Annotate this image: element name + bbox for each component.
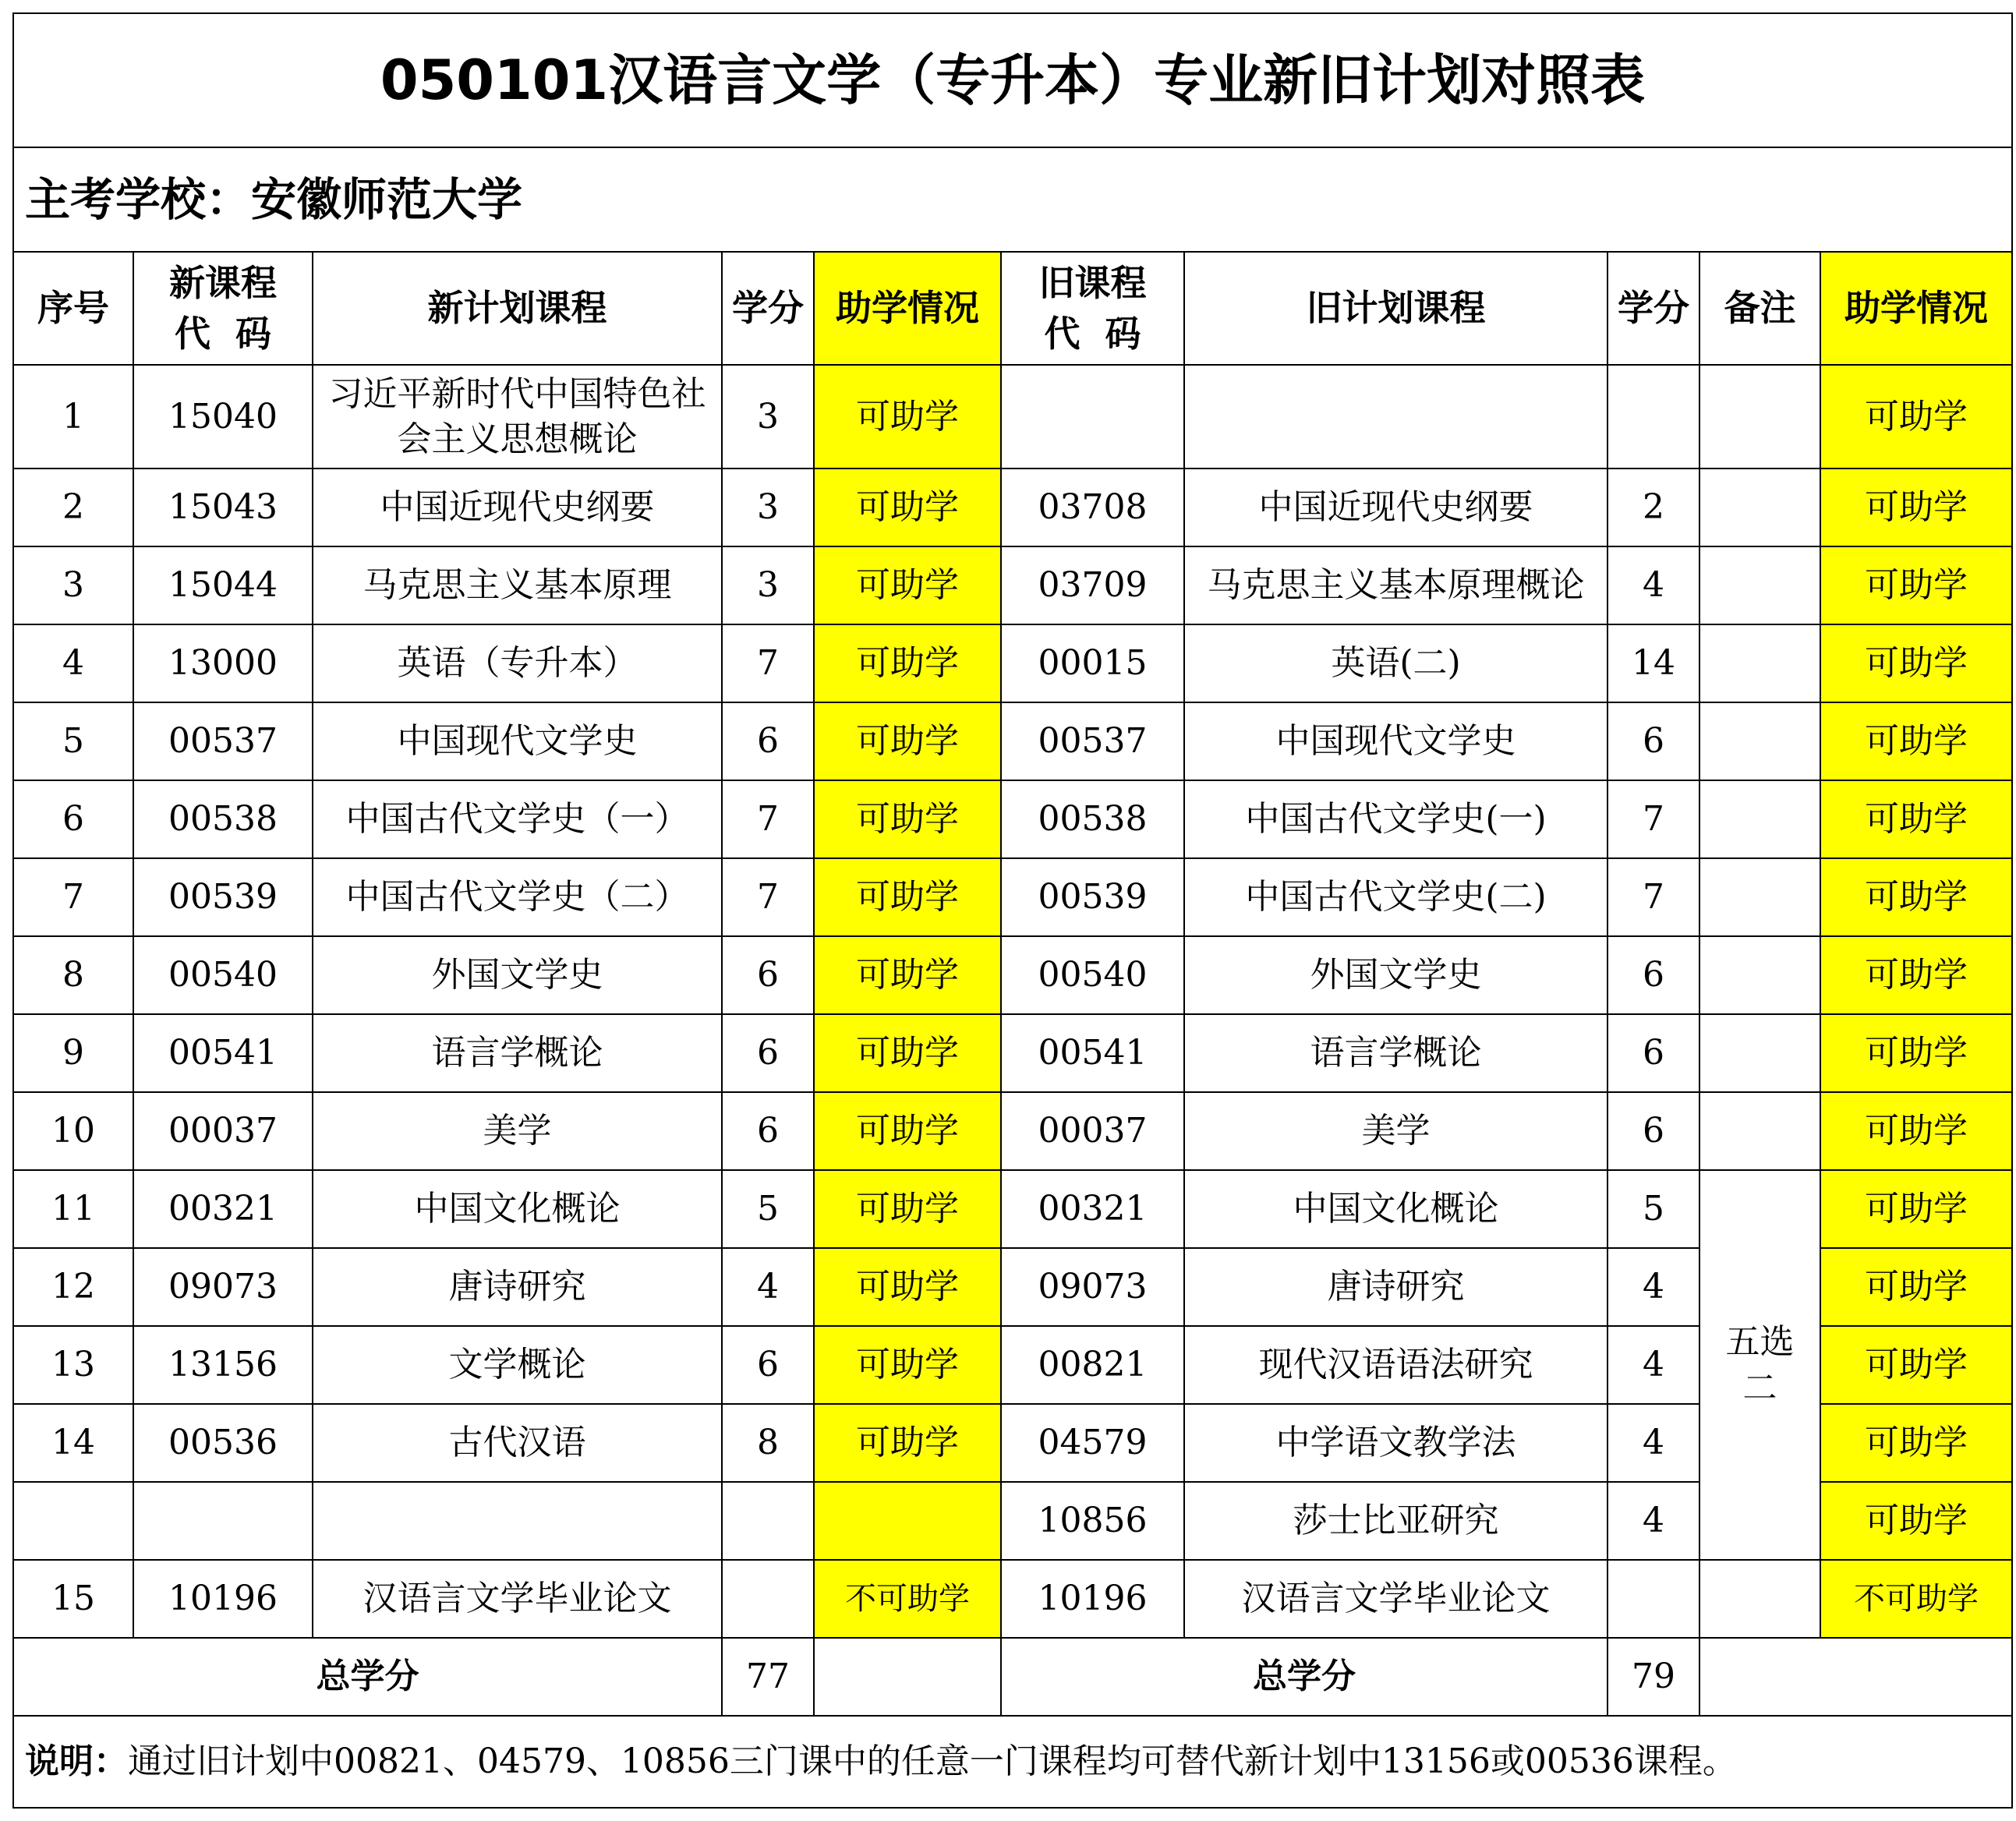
table-row — [13, 780, 2012, 858]
old-aid-cell: 可助学 — [1820, 1404, 2012, 1482]
old-credit-cell: 4 — [1607, 1482, 1699, 1560]
old-course-cell: 中国近现代史纲要 — [1184, 469, 1607, 546]
old-code-cell — [1001, 365, 1184, 469]
table-row — [13, 1560, 2012, 1638]
old-aid-cell: 可助学 — [1820, 780, 2012, 858]
remark-cell — [1699, 780, 1820, 858]
new-aid-cell: 可助学 — [814, 702, 1001, 780]
old-aid-cell: 可助学 — [1820, 624, 2012, 702]
new-aid-cell: 可助学 — [814, 1326, 1001, 1404]
new-code-cell: 10196 — [133, 1560, 313, 1638]
old-aid-cell: 不可助学 — [1820, 1560, 2012, 1638]
remark-cell — [1699, 624, 1820, 702]
table-row — [13, 546, 2012, 624]
old-course-cell: 马克思主义基本原理概论 — [1184, 546, 1607, 624]
old-code-cell: 00540 — [1001, 936, 1184, 1014]
old-code-cell: 00037 — [1001, 1092, 1184, 1170]
new-aid-cell: 可助学 — [814, 1170, 1001, 1248]
new-credit-cell: 3 — [722, 365, 814, 469]
old-credit-cell: 5 — [1607, 1170, 1699, 1248]
seq-cell: 13 — [13, 1326, 133, 1404]
old-code-cell: 00538 — [1001, 780, 1184, 858]
old-credit-cell: 4 — [1607, 1404, 1699, 1482]
new-course-cell: 古代汉语 — [313, 1404, 722, 1482]
new-course-cell: 中国古代文学史（二） — [313, 858, 722, 936]
new-credit-cell: 3 — [722, 546, 814, 624]
new-course-cell: 文学概论 — [313, 1326, 722, 1404]
new-code-cell: 00541 — [133, 1014, 313, 1092]
header-seq: 序号 — [13, 252, 133, 365]
seq-cell: 9 — [13, 1014, 133, 1092]
new-aid-cell: 可助学 — [814, 858, 1001, 936]
new-course-cell: 外国文学史 — [313, 936, 722, 1014]
school-label: 主考学校：安徽师范大学 — [13, 147, 2012, 252]
remark-cell — [1699, 702, 1820, 780]
old-credit-cell: 6 — [1607, 702, 1699, 780]
new-code-cell: 00321 — [133, 1170, 313, 1248]
old-course-cell: 英语(二) — [1184, 624, 1607, 702]
new-code-cell: 00538 — [133, 780, 313, 858]
old-course-cell — [1184, 365, 1607, 469]
note-text: 通过旧计划中00821、04579、10856三门课中的任意一门课程均可替代新计划中13156或00536课程。 — [128, 1741, 1737, 1782]
seq-cell: 3 — [13, 546, 133, 624]
new-course-cell: 英语（专升本） — [313, 624, 722, 702]
new-course-cell: 中国现代文学史 — [313, 702, 722, 780]
new-code-cell: 00536 — [133, 1404, 313, 1482]
seq-cell: 14 — [13, 1404, 133, 1482]
old-code-cell: 10196 — [1001, 1560, 1184, 1638]
old-code-cell: 00541 — [1001, 1014, 1184, 1092]
old-course-cell: 莎士比亚研究 — [1184, 1482, 1607, 1560]
seq-cell: 12 — [13, 1248, 133, 1326]
totals-row — [13, 1638, 2012, 1716]
old-code-cell: 03709 — [1001, 546, 1184, 624]
old-aid-cell: 可助学 — [1820, 1170, 2012, 1248]
page-title: 050101汉语言文学（专升本）专业新旧计划对照表 — [13, 13, 2012, 147]
table-row — [13, 1092, 2012, 1170]
old-course-cell: 中国现代文学史 — [1184, 702, 1607, 780]
header-new-course: 新计划课程 — [313, 252, 722, 365]
old-credit-cell — [1607, 1560, 1699, 1638]
seq-cell: 10 — [13, 1092, 133, 1170]
old-total-blank — [1699, 1638, 2012, 1716]
new-code-cell: 13000 — [133, 624, 313, 702]
plan-comparison-table — [12, 12, 2013, 1809]
new-aid-cell: 可助学 — [814, 936, 1001, 1014]
old-credit-cell: 6 — [1607, 936, 1699, 1014]
remark-cell — [1699, 1560, 1820, 1638]
header-new-code-line1: 新课程 — [169, 262, 277, 305]
header-new-code — [133, 252, 313, 365]
old-code-cell: 10856 — [1001, 1482, 1184, 1560]
old-course-cell: 汉语言文学毕业论文 — [1184, 1560, 1607, 1638]
remark-cell — [1699, 1092, 1820, 1170]
old-credit-cell: 6 — [1607, 1092, 1699, 1170]
new-aid-cell: 可助学 — [814, 546, 1001, 624]
remark-cell — [1699, 546, 1820, 624]
old-credit-cell: 7 — [1607, 780, 1699, 858]
table-row — [13, 936, 2012, 1014]
new-code-cell: 00037 — [133, 1092, 313, 1170]
remark-cell — [1699, 936, 1820, 1014]
new-aid-cell: 可助学 — [814, 1404, 1001, 1482]
old-total-value: 79 — [1607, 1638, 1699, 1716]
new-total-value: 77 — [722, 1638, 814, 1716]
table-row — [13, 1014, 2012, 1092]
note-row — [13, 1716, 2012, 1808]
new-aid-cell: 可助学 — [814, 780, 1001, 858]
new-credit-cell: 8 — [722, 1404, 814, 1482]
remark-cell: 五选二 — [1699, 1170, 1820, 1560]
new-credit-cell: 6 — [722, 702, 814, 780]
header-new-aid: 助学情况 — [814, 252, 1001, 365]
note-cell — [13, 1716, 2012, 1808]
table-row — [13, 858, 2012, 936]
old-aid-cell: 可助学 — [1820, 1326, 2012, 1404]
new-course-cell: 中国古代文学史（一） — [313, 780, 722, 858]
old-aid-cell: 可助学 — [1820, 1482, 2012, 1560]
seq-cell — [13, 1482, 133, 1560]
new-code-cell: 15043 — [133, 469, 313, 546]
old-code-cell: 00539 — [1001, 858, 1184, 936]
new-course-cell: 中国文化概论 — [313, 1170, 722, 1248]
new-course-cell: 语言学概论 — [313, 1014, 722, 1092]
old-course-cell: 美学 — [1184, 1092, 1607, 1170]
table-row — [13, 469, 2012, 546]
header-old-code-line2: 代 码 — [1044, 312, 1141, 355]
new-credit-cell — [722, 1560, 814, 1638]
new-code-cell: 15040 — [133, 365, 313, 469]
seq-cell: 2 — [13, 469, 133, 546]
new-code-cell: 00537 — [133, 702, 313, 780]
new-aid-cell: 可助学 — [814, 365, 1001, 469]
table-row — [13, 1170, 2012, 1248]
seq-cell: 6 — [13, 780, 133, 858]
old-aid-cell: 可助学 — [1820, 858, 2012, 936]
new-course-cell: 汉语言文学毕业论文 — [313, 1560, 722, 1638]
header-old-credit: 学分 — [1607, 252, 1699, 365]
note-prefix: 说明： — [25, 1741, 128, 1782]
new-course-cell: 习近平新时代中国特色社会主义思想概论 — [313, 365, 722, 469]
seq-cell: 15 — [13, 1560, 133, 1638]
new-aid-cell: 可助学 — [814, 1092, 1001, 1170]
old-code-cell: 03708 — [1001, 469, 1184, 546]
new-credit-cell: 4 — [722, 1248, 814, 1326]
new-credit-cell: 5 — [722, 1170, 814, 1248]
old-course-cell: 现代汉语语法研究 — [1184, 1326, 1607, 1404]
new-course-cell: 唐诗研究 — [313, 1248, 722, 1326]
old-aid-cell: 可助学 — [1820, 702, 2012, 780]
new-course-cell: 马克思主义基本原理 — [313, 546, 722, 624]
old-credit-cell: 4 — [1607, 1326, 1699, 1404]
old-code-cell: 00537 — [1001, 702, 1184, 780]
new-total-blank — [814, 1638, 1001, 1716]
seq-cell: 1 — [13, 365, 133, 469]
old-credit-cell: 2 — [1607, 469, 1699, 546]
old-code-cell: 04579 — [1001, 1404, 1184, 1482]
old-aid-cell: 可助学 — [1820, 546, 2012, 624]
old-code-cell: 00821 — [1001, 1326, 1184, 1404]
header-row — [13, 252, 2012, 365]
new-aid-cell: 可助学 — [814, 1248, 1001, 1326]
remark-cell — [1699, 365, 1820, 469]
remark-cell — [1699, 469, 1820, 546]
new-credit-cell: 7 — [722, 780, 814, 858]
old-credit-cell: 6 — [1607, 1014, 1699, 1092]
new-aid-cell: 可助学 — [814, 469, 1001, 546]
new-code-cell: 09073 — [133, 1248, 313, 1326]
old-course-cell: 唐诗研究 — [1184, 1248, 1607, 1326]
new-code-cell: 00540 — [133, 936, 313, 1014]
new-aid-cell — [814, 1482, 1001, 1560]
old-course-cell: 外国文学史 — [1184, 936, 1607, 1014]
old-course-cell: 中学语文教学法 — [1184, 1404, 1607, 1482]
new-total-label: 总学分 — [13, 1638, 722, 1716]
new-code-cell: 00539 — [133, 858, 313, 936]
old-aid-cell: 可助学 — [1820, 1092, 2012, 1170]
new-aid-cell: 可助学 — [814, 624, 1001, 702]
new-credit-cell: 6 — [722, 1326, 814, 1404]
seq-cell: 4 — [13, 624, 133, 702]
old-aid-cell: 可助学 — [1820, 469, 2012, 546]
new-course-cell: 中国近现代史纲要 — [313, 469, 722, 546]
new-credit-cell: 6 — [722, 1014, 814, 1092]
header-old-code-line1: 旧课程 — [1038, 262, 1147, 305]
new-code-cell: 15044 — [133, 546, 313, 624]
seq-cell: 11 — [13, 1170, 133, 1248]
old-course-cell: 中国古代文学史(一) — [1184, 780, 1607, 858]
old-aid-cell: 可助学 — [1820, 1248, 2012, 1326]
old-course-cell: 中国文化概论 — [1184, 1170, 1607, 1248]
new-credit-cell: 3 — [722, 469, 814, 546]
seq-cell: 7 — [13, 858, 133, 936]
old-credit-cell — [1607, 365, 1699, 469]
old-credit-cell: 14 — [1607, 624, 1699, 702]
table-row — [13, 365, 2012, 469]
table-row — [13, 624, 2012, 702]
old-code-cell: 09073 — [1001, 1248, 1184, 1326]
new-aid-cell: 不可助学 — [814, 1560, 1001, 1638]
header-old-aid: 助学情况 — [1820, 252, 2012, 365]
new-credit-cell — [722, 1482, 814, 1560]
header-new-code-line2: 代 码 — [174, 312, 272, 355]
new-credit-cell: 7 — [722, 624, 814, 702]
remark-cell — [1699, 858, 1820, 936]
old-code-cell: 00321 — [1001, 1170, 1184, 1248]
seq-cell: 8 — [13, 936, 133, 1014]
new-aid-cell: 可助学 — [814, 1014, 1001, 1092]
table-row — [13, 702, 2012, 780]
old-credit-cell: 4 — [1607, 546, 1699, 624]
old-aid-cell: 可助学 — [1820, 1014, 2012, 1092]
old-aid-cell: 可助学 — [1820, 936, 2012, 1014]
old-course-cell: 中国古代文学史(二) — [1184, 858, 1607, 936]
new-credit-cell: 7 — [722, 858, 814, 936]
new-course-cell — [313, 1482, 722, 1560]
new-code-cell — [133, 1482, 313, 1560]
old-total-label: 总学分 — [1001, 1638, 1607, 1716]
new-credit-cell: 6 — [722, 1092, 814, 1170]
remark-cell — [1699, 1014, 1820, 1092]
header-new-credit: 学分 — [722, 252, 814, 365]
old-credit-cell: 4 — [1607, 1248, 1699, 1326]
old-course-cell: 语言学概论 — [1184, 1014, 1607, 1092]
new-credit-cell: 6 — [722, 936, 814, 1014]
header-old-course: 旧计划课程 — [1184, 252, 1607, 365]
header-remark: 备注 — [1699, 252, 1820, 365]
old-credit-cell: 7 — [1607, 858, 1699, 936]
old-aid-cell: 可助学 — [1820, 365, 2012, 469]
new-code-cell: 13156 — [133, 1326, 313, 1404]
header-old-code — [1001, 252, 1184, 365]
seq-cell: 5 — [13, 702, 133, 780]
old-code-cell: 00015 — [1001, 624, 1184, 702]
new-course-cell: 美学 — [313, 1092, 722, 1170]
